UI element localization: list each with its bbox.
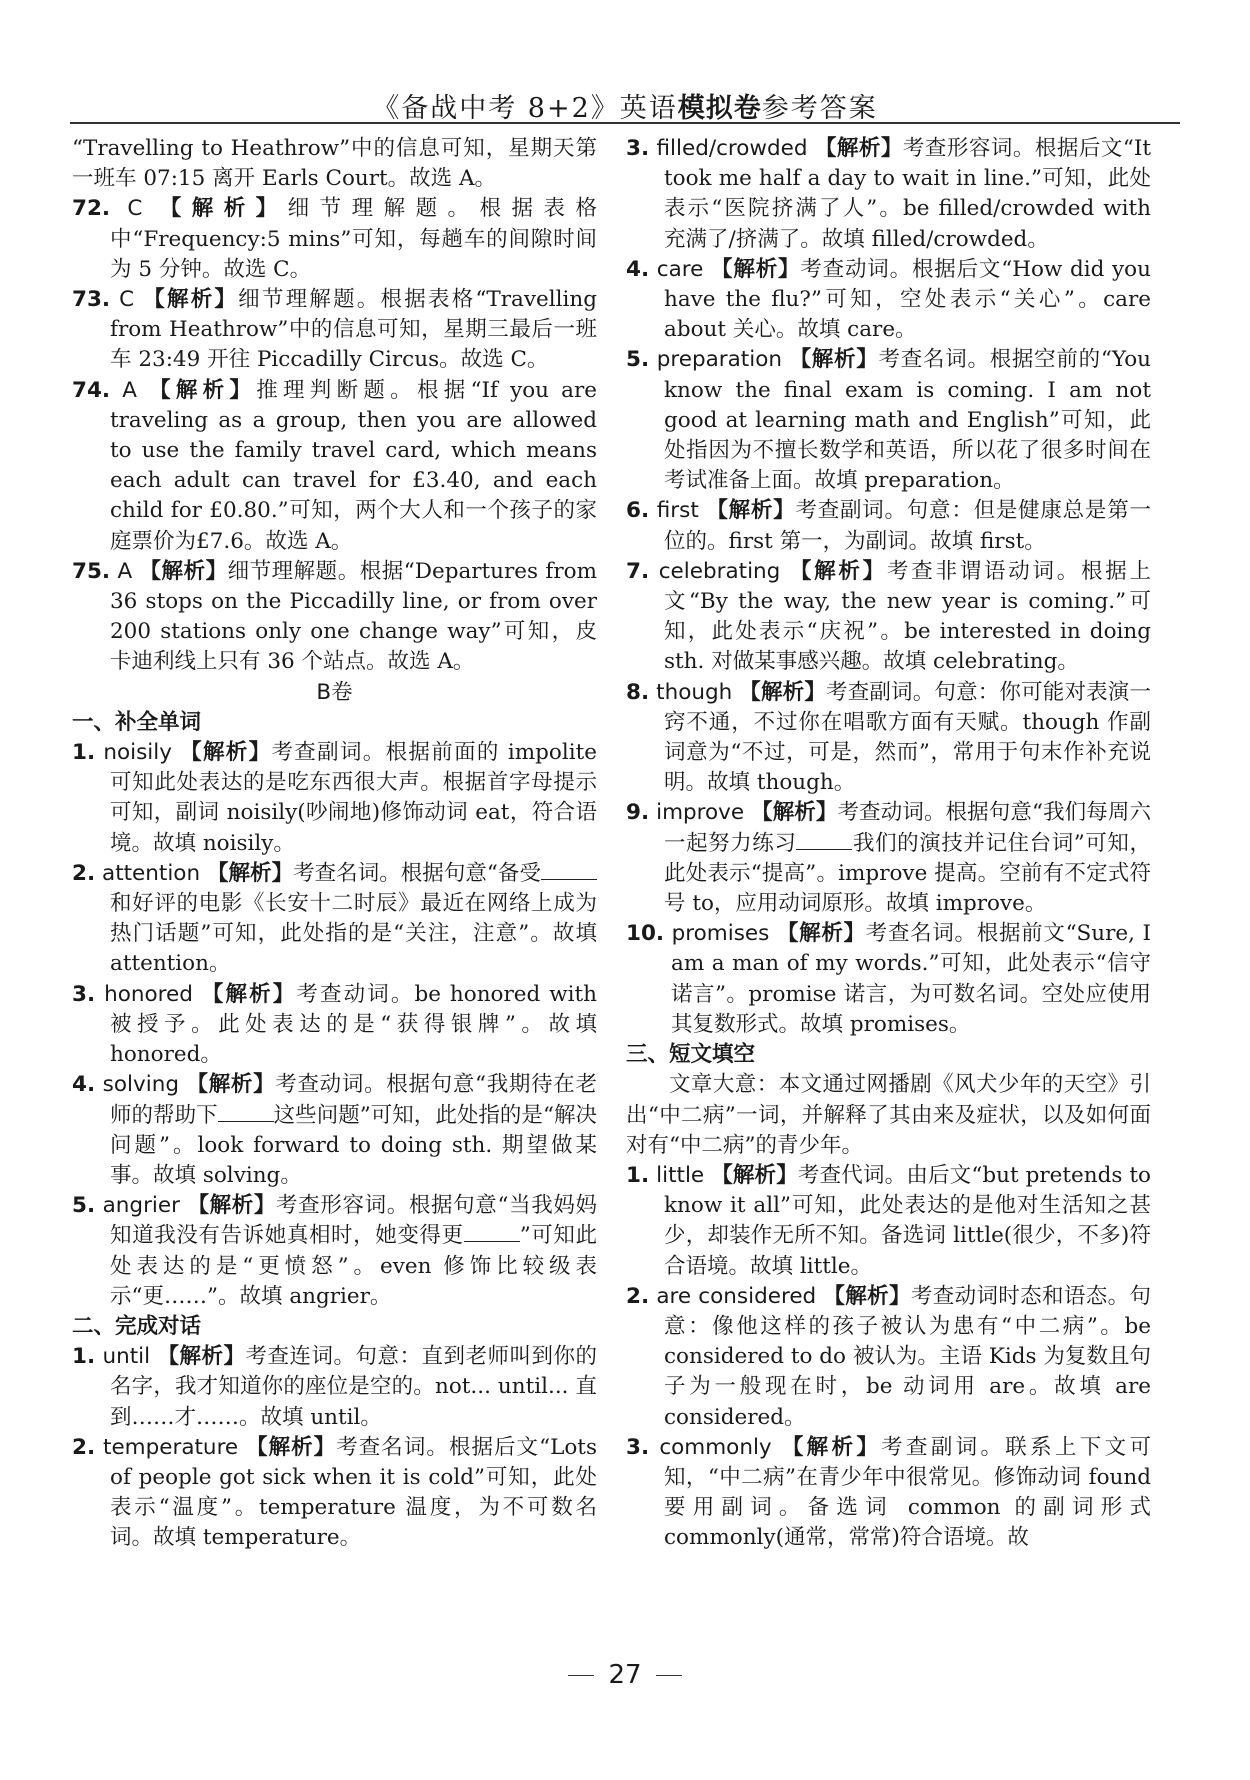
item-answer: though xyxy=(656,679,733,705)
passage-summary: 文章大意：本文通过网播剧《风犬少年的天空》引出“中二病”一词，并解释了其由来及症状，以及如何面对有“中二病”的青少年。 xyxy=(626,1072,1151,1158)
s2-item-10 xyxy=(626,919,1151,1040)
left-column xyxy=(72,134,597,1554)
item-explanation-after: 我们的演技并记住台词”可知，此处表示“提高”。improve 提高。空前有不定式符号 to，应用动词原形。故填 improve。 xyxy=(664,830,1151,917)
item-explanation: 考查连词。句意：直到老师叫到你的名字，我才知道你的座位是空的。not... until... 直到……才……。故填 until。 xyxy=(110,1344,597,1430)
s2-item-5 xyxy=(626,345,1151,496)
analysis-tag: 【解析】 xyxy=(823,1283,911,1309)
item-explanation: 推理判断题。根据“If you are traveling as a group, then you are allowed to use the family travel card, which means each adult can travel for £3.40, and each child for £0.80.”可知，两个大人和一个孩子的家庭票价为£7.6。故选 A。 xyxy=(110,377,597,554)
answer-item-74 xyxy=(72,376,597,557)
page-header xyxy=(70,84,1180,124)
s2-item-1 xyxy=(72,1342,597,1433)
analysis-tag: 【解析】 xyxy=(789,558,887,584)
page-footer xyxy=(0,1660,1250,1690)
analysis-tag: 【解析】 xyxy=(139,558,228,584)
analysis-tag: 【解析】 xyxy=(149,377,257,403)
s3-item-3 xyxy=(626,1433,1151,1554)
item-number: 4. xyxy=(626,256,650,282)
item-number: 5. xyxy=(626,347,650,373)
header-title-part1: 《备战中考 8+2》英语 xyxy=(372,93,678,124)
item-number: 2. xyxy=(626,1283,650,1309)
item-explanation: 考查形容词。根据后文“It took me half a day to wait in line.”可知，此处表示“医院挤满了人”。be filled/crowded with 充满了/挤满了。故填 filled/crowded。 xyxy=(664,136,1151,252)
answer-item-72 xyxy=(72,194,597,285)
item-explanation: 考查动词。be honored with 被授予。此处表达的是“获得银牌”。故填 honored。 xyxy=(110,981,597,1068)
item-explanation: 细节理解题。根据“Departures from 36 stops on the Piccadilly line, or from over 200 stations only one change way”可知，皮卡迪利线上只有 36 个站点。故选 A。 xyxy=(110,558,597,675)
item-answer: A xyxy=(122,377,137,403)
item-explanation: 考查名词。根据空前的“You know the final exam is coming. I am not good at learning math and English”可知，此处指因为不擅长数学和英语，所以花了很多时间在考试准备上面。故填 preparation。 xyxy=(664,347,1151,494)
continued-paragraph: “Travelling to Heathrow”中的信息可知，星期天第一班车 07:15 离开 Earls Court。故选 A。 xyxy=(72,136,597,192)
analysis-tag: 【解析】 xyxy=(776,921,866,947)
blank-line xyxy=(796,831,852,850)
item-explanation: 考查副词。根据前面的 impolite 可知此处表达的是吃东西很大声。根据首字母提示可知，副词 noisily(吵闹地)修饰动词 eat，符合语境。故填 noisily。 xyxy=(110,740,597,856)
item-answer: are considered xyxy=(656,1283,817,1309)
item-answer: until xyxy=(102,1344,151,1370)
item-explanation: 考查副词。句意：你可能对表演一窍不通，不过你在唱歌方面有天赋。though 作副词意为“不过，可是，然而”，常用于句末作补充说明。故填 though。 xyxy=(664,679,1151,796)
item-explanation-before: 考查名词。根据句意“备受 xyxy=(293,860,541,886)
section-heading-dialogue: 二、完成对话 xyxy=(72,1313,202,1339)
s1-item-2 xyxy=(72,859,597,980)
item-number: 3. xyxy=(626,136,650,161)
item-number: 9. xyxy=(626,800,650,826)
blank-line xyxy=(541,861,597,880)
item-number: 75. xyxy=(72,558,111,584)
item-explanation: 考查名词。根据后文“Lots of people got sick when it is cold”可知，此处表示“温度”。temperature 温度，为不可数名词。故填 temperature。 xyxy=(110,1434,597,1551)
analysis-tag: 【解析】 xyxy=(781,1434,882,1460)
s1-item-4 xyxy=(72,1070,597,1191)
analysis-tag: 【解析】 xyxy=(206,860,294,886)
analysis-tag: 【解析】 xyxy=(711,256,801,282)
item-number: 2. xyxy=(72,1434,96,1460)
blank-line xyxy=(218,1103,274,1122)
item-answer: filled/crowded xyxy=(656,136,808,161)
s2-item-8 xyxy=(626,678,1151,799)
item-number: 10. xyxy=(626,921,665,947)
item-number: 1. xyxy=(72,740,96,766)
answer-item-73 xyxy=(72,285,597,376)
section-heading-passage-fill: 三、短文填空 xyxy=(626,1042,756,1068)
item-number: 1. xyxy=(72,1344,96,1370)
item-answer: noisily xyxy=(103,740,172,766)
item-explanation: 考查名词。根据前文“Sure, I am a man of my words.”可知，此处表示“信守诺言”。promise 诺言，为可数名词。空处应使用其复数形式。故填 promises。 xyxy=(671,921,1151,1037)
analysis-tag: 【解析】 xyxy=(143,287,239,313)
item-answer: attention xyxy=(102,860,201,886)
item-explanation: 细节理解题。根据表格中“Frequency:5 mins”可知，每趟车的间隙时间为 5 分钟。故选 C。 xyxy=(110,196,597,282)
header-title-part3: 参考答案 xyxy=(761,93,878,124)
item-explanation: 考查代词。由后文“but pretends to know it all”可知，此处表达的是他对生活知之甚少，却装作无所不知。备选词 little(很少，不多)符合语境。故填 little。 xyxy=(664,1162,1151,1279)
item-number: 7. xyxy=(626,558,650,584)
analysis-tag: 【解析】 xyxy=(180,740,272,766)
item-answer: temperature xyxy=(103,1434,239,1460)
item-number: 6. xyxy=(626,498,650,524)
item-explanation: 考查动词。根据后文“How did you have the flu?”可知，空处表示“关心”。care about 关心。故填 care。 xyxy=(664,256,1151,343)
right-column xyxy=(626,134,1151,1554)
s1-item-1 xyxy=(72,738,597,859)
item-answer: commonly xyxy=(659,1434,772,1460)
item-answer: improve xyxy=(656,800,745,826)
item-answer: preparation xyxy=(656,347,782,373)
s2-item-4 xyxy=(626,255,1151,346)
item-number: 1. xyxy=(626,1162,650,1188)
item-answer: solving xyxy=(102,1072,179,1098)
item-explanation-before: 考查动词。根据句意“我期待在老师的帮助下 xyxy=(110,1072,597,1128)
section-heading-word-completion: 一、补全单词 xyxy=(72,709,202,735)
analysis-tag: 【解析】 xyxy=(789,347,879,373)
analysis-tag: 【解析】 xyxy=(246,1434,337,1460)
s1-item-3 xyxy=(72,980,597,1071)
item-number: 72. xyxy=(72,196,111,222)
item-answer: care xyxy=(656,256,704,282)
item-number: 5. xyxy=(72,1193,96,1219)
paper-b-heading: B卷 xyxy=(316,679,353,705)
answer-item-75 xyxy=(72,557,597,678)
s1-item-5 xyxy=(72,1191,597,1312)
analysis-tag: 【解析】 xyxy=(157,1344,246,1370)
item-answer: A xyxy=(117,558,133,584)
item-explanation: 考查动词时态和语态。句意：像他这样的孩子被认为患有“中二病”。be considered to do 被认为。主语 Kids 为复数且句子为一般现在时，be 动词用 are。故填 are considered。 xyxy=(664,1283,1151,1430)
header-title-bold: 模拟卷 xyxy=(677,93,762,124)
item-number: 3. xyxy=(72,981,96,1007)
analysis-tag: 【解析】 xyxy=(751,800,838,826)
item-answer: promises xyxy=(671,921,770,947)
analysis-tag: 【解析】 xyxy=(187,1193,277,1219)
item-explanation-after: ”可知此处表达的是“更愤怒”。even 修饰比较级表示“更……”。故填 angrier。 xyxy=(110,1223,597,1309)
item-answer: little xyxy=(656,1162,705,1188)
analysis-tag: 【解析】 xyxy=(711,1162,798,1188)
item-number: 73. xyxy=(72,287,111,313)
s2-item-2 xyxy=(72,1433,597,1554)
analysis-tag: 【解析】 xyxy=(159,196,288,222)
item-answer: honored xyxy=(104,981,193,1007)
item-answer: first xyxy=(656,498,699,524)
analysis-tag: 【解析】 xyxy=(739,679,827,705)
s3-item-2 xyxy=(626,1282,1151,1433)
s2-item-6 xyxy=(626,496,1151,556)
page-number: 27 xyxy=(608,1660,642,1690)
blank-line xyxy=(464,1223,520,1242)
item-explanation-after: 这些问题”可知，此处指的是“解决问题”。look forward to doing sth. 期望做某事。故填 solving。 xyxy=(110,1102,597,1188)
item-answer: C xyxy=(127,196,143,222)
item-number: 3. xyxy=(626,1434,650,1460)
item-explanation: 考查非谓语动词。根据上文“By the way, the new year is coming.”可知，此处表示“庆祝”。be interested in doing sth. 对做某事感兴趣。故填 celebrating。 xyxy=(664,558,1151,675)
item-number: 2. xyxy=(72,860,96,886)
item-explanation-before: 考查形容词。根据句意“当我妈妈知道我没有告诉她真相时，她变得更 xyxy=(110,1193,597,1249)
item-number: 74. xyxy=(72,377,111,403)
item-explanation-after: 和好评的电影《长安十二时辰》最近在网络上成为热门话题”可知，此处指的是“关注，注意”。故填 attention。 xyxy=(110,891,597,977)
analysis-tag: 【解析】 xyxy=(706,498,796,524)
item-answer: angrier xyxy=(102,1193,180,1219)
s3-item-1 xyxy=(626,1161,1151,1282)
item-number: 4. xyxy=(72,1072,96,1098)
footer-dash-right xyxy=(656,1675,682,1676)
item-answer: celebrating xyxy=(658,558,781,584)
analysis-tag: 【解析】 xyxy=(201,981,297,1007)
item-number: 8. xyxy=(626,679,650,705)
item-explanation: 考查副词。句意：但是健康总是第一位的。first 第一，为副词。故填 first。 xyxy=(664,498,1151,554)
footer-dash-left xyxy=(568,1675,594,1676)
s2-item-7 xyxy=(626,557,1151,678)
analysis-tag: 【解析】 xyxy=(814,136,903,161)
item-explanation: 考查副词。联系上下文可知，“中二病”在青少年中很常见。修饰动词 found 要用副词。备选词 common 的副词形式 commonly(通常，常常)符合语境。故 xyxy=(664,1434,1151,1551)
analysis-tag: 【解析】 xyxy=(186,1072,276,1098)
s2-item-3 xyxy=(626,134,1151,255)
s2-item-9 xyxy=(626,798,1151,919)
item-explanation: 细节理解题。根据表格“Travelling from Heathrow”中的信息可知，星期三最后一班车 23:49 开往 Piccadilly Circus。故选 C。 xyxy=(110,287,597,373)
item-explanation-before: 考查动词。根据句意“我们每周六一起努力练习 xyxy=(664,800,1152,856)
item-answer: C xyxy=(119,287,135,313)
